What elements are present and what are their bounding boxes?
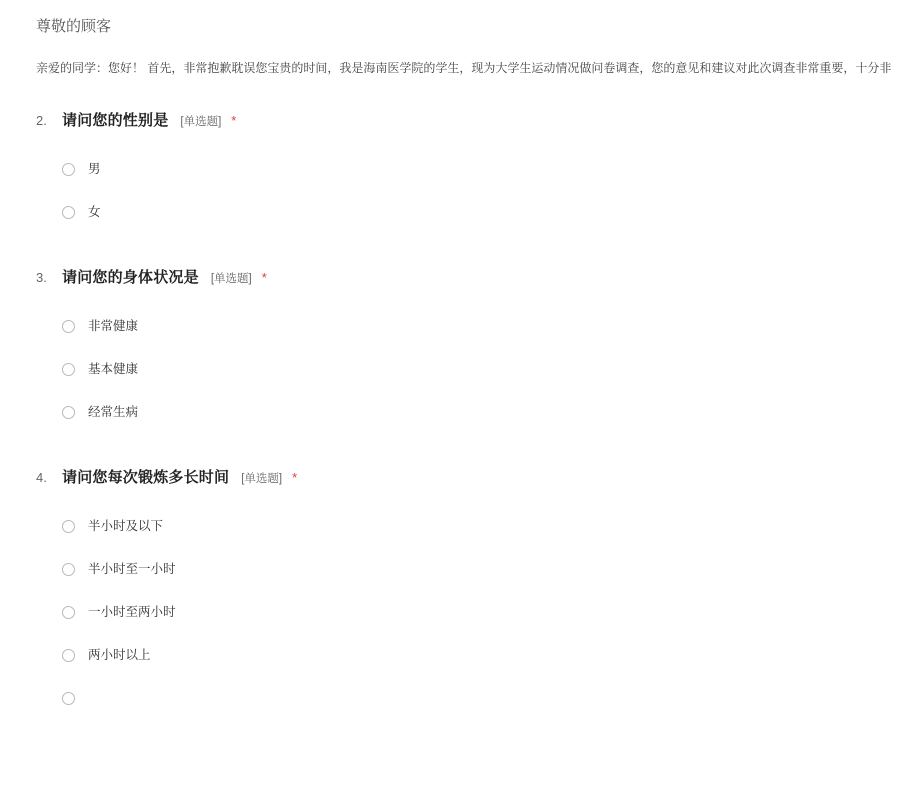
radio-button-icon[interactable] (62, 320, 75, 333)
option-label: 一小时至两小时 (88, 604, 176, 619)
question-header (36, 269, 900, 287)
option-row[interactable] (62, 515, 900, 537)
option-label: 女 (88, 204, 101, 219)
option-row[interactable] (62, 644, 900, 666)
survey-intro-text: 亲爱的同学：您好！ 首先，非常抱歉耽误您宝贵的时间，我是海南医学院的学生，现为大学生运动情况做问卷调查，您的意见和建议对此次调查非常重要，十分非 (36, 61, 892, 75)
option-row[interactable] (62, 558, 900, 580)
radio-button-icon[interactable] (62, 563, 75, 576)
question-block (0, 112, 900, 223)
option-row[interactable] (62, 158, 900, 180)
option-row[interactable] (62, 687, 900, 709)
option-row[interactable] (62, 401, 900, 423)
question-type-label: [单选题] (180, 116, 222, 129)
radio-button-icon[interactable] (62, 606, 75, 619)
question-title: 请问您的性别是 (62, 112, 169, 130)
option-label: 男 (88, 161, 101, 176)
required-asterisk: * (231, 113, 237, 129)
option-group (36, 315, 900, 423)
option-row[interactable] (62, 201, 900, 223)
option-group (36, 515, 900, 709)
question-type-label: [单选题] (241, 473, 283, 486)
radio-button-icon[interactable] (62, 649, 75, 662)
radio-button-icon[interactable] (62, 520, 75, 533)
question-title: 请问您的身体状况是 (62, 269, 199, 287)
question-number: 2. (36, 113, 47, 129)
radio-button-icon[interactable] (62, 206, 75, 219)
question-type-label: [单选题] (210, 273, 252, 286)
required-asterisk: * (292, 470, 298, 486)
question-number: 3. (36, 270, 47, 286)
option-row[interactable] (62, 315, 900, 337)
radio-button-icon[interactable] (62, 363, 75, 376)
option-label: 半小时至一小时 (88, 561, 176, 576)
question-number: 4. (36, 470, 47, 486)
radio-button-icon[interactable] (62, 692, 75, 705)
question-block (0, 469, 900, 709)
option-label: 半小时及以下 (88, 518, 164, 533)
question-header (36, 112, 900, 130)
radio-button-icon[interactable] (62, 406, 75, 419)
option-group (36, 158, 900, 223)
question-title: 请问您每次锻炼多长时间 (62, 469, 230, 487)
required-asterisk: * (261, 270, 267, 286)
option-label: 经常生病 (88, 404, 139, 419)
page-title: 尊敬的顾客 (36, 18, 112, 35)
option-label: 非常健康 (88, 318, 139, 333)
option-label: 基本健康 (88, 361, 139, 376)
radio-button-icon[interactable] (62, 163, 75, 176)
option-label: 两小时以上 (88, 647, 151, 662)
option-row[interactable] (62, 601, 900, 623)
question-block (0, 269, 900, 423)
question-list (0, 112, 900, 709)
option-row[interactable] (62, 358, 900, 380)
question-header (36, 469, 900, 487)
